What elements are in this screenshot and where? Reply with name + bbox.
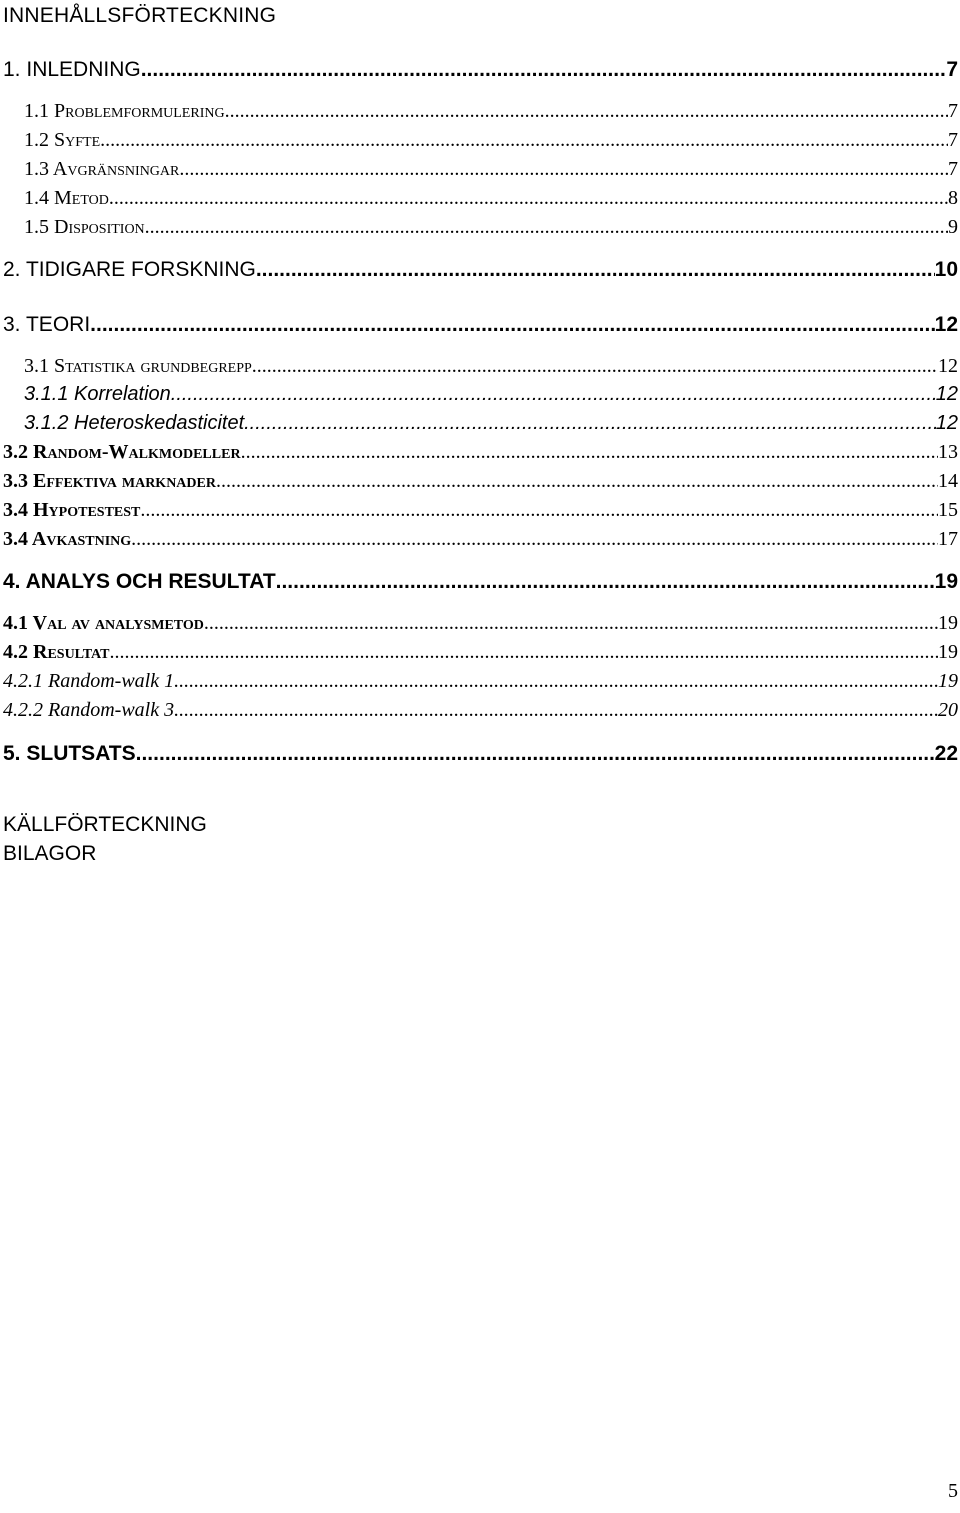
toc-entry-title: 3.3 Effektiva marknader <box>3 470 216 492</box>
toc-entry-title: 3.4 Avkastning <box>3 528 132 550</box>
toc-heading: INNEHÅLLSFÖRTECKNING <box>3 4 277 27</box>
dot-leader <box>100 129 948 152</box>
toc-entry-random-walk-1[interactable] <box>3 670 958 693</box>
toc-entry-page: 7 <box>948 129 958 151</box>
toc-entry-page: 19 <box>938 670 958 692</box>
toc-entry-heteroskedasticitet[interactable] <box>24 412 958 435</box>
toc-entry-page: 12 <box>935 412 958 434</box>
kallforteckning-heading: KÄLLFÖRTECKNING <box>3 813 207 836</box>
toc-entry-page: 7 <box>948 100 958 122</box>
toc-entry-title: 3.4 Hypotestest <box>3 499 141 521</box>
toc-entry-title: 1.2 Syfte <box>24 129 101 151</box>
dot-leader <box>252 355 938 378</box>
toc-entry-title: 1.5 Disposition <box>24 216 145 238</box>
toc-entry-problemformulering[interactable] <box>24 100 958 123</box>
toc-entry-title: 1.3 Avgränsningar <box>24 158 180 180</box>
dot-leader <box>179 158 948 181</box>
toc-entry-title: 4.2 Resultat <box>3 641 110 663</box>
toc-entry-page: 7 <box>946 58 958 81</box>
toc-entry-syfte[interactable] <box>24 129 958 152</box>
toc-entry-title: 1.4 Metod <box>24 187 109 209</box>
toc-entry-title: 4.2.2 Random-walk 3 <box>3 699 175 721</box>
toc-entry-title: 4.2.1 Random-walk 1 <box>3 670 175 692</box>
toc-entry-title: 3. TEORI <box>3 313 91 336</box>
toc-entry-metod[interactable] <box>24 187 958 210</box>
dot-leader <box>145 216 948 239</box>
dot-leader <box>225 100 948 123</box>
toc-entry-page: 8 <box>948 187 958 209</box>
toc-entry-title: 3.1 Statistika grundbegrepp <box>24 355 252 377</box>
toc-entry-avkastning[interactable] <box>3 528 958 551</box>
dot-leader <box>171 383 936 406</box>
dot-leader <box>256 258 935 282</box>
toc-entry-random-walkmodeller[interactable] <box>3 441 958 464</box>
toc-entry-page: 15 <box>938 499 958 521</box>
dot-leader <box>109 187 948 210</box>
toc-entry-page: 12 <box>938 355 958 377</box>
toc-entry-title: 3.1.1 Korrelation <box>24 383 171 405</box>
toc-entry-korrelation[interactable] <box>24 383 958 406</box>
dot-leader <box>136 742 935 766</box>
toc-entry-val-av-analysmetod[interactable] <box>3 612 958 635</box>
toc-entry-title: 1.1 Problemformulering <box>24 100 225 122</box>
toc-entry-analys-och-resultat[interactable] <box>3 570 958 594</box>
toc-entry-title: 4.1 Val av analysmetod <box>3 612 204 634</box>
dot-leader <box>141 58 947 82</box>
toc-entry-page: 12 <box>934 313 958 336</box>
dot-leader <box>140 499 938 522</box>
toc-entry-title: 2. TIDIGARE FORSKNING <box>3 258 256 281</box>
bilagor-heading: BILAGOR <box>3 842 97 865</box>
dot-leader <box>90 313 934 337</box>
toc-entry-page: 12 <box>935 383 958 405</box>
toc-entry-page: 19 <box>938 612 958 634</box>
toc-entry-hypotestest[interactable] <box>3 499 958 522</box>
toc-entry-page: 7 <box>948 158 958 180</box>
dot-leader <box>174 699 938 722</box>
dot-leader <box>131 528 938 551</box>
toc-entry-random-walk-3[interactable] <box>3 699 958 722</box>
dot-leader <box>216 470 938 493</box>
toc-entry-title: 3.2 Random-Walkmodeller <box>3 441 241 463</box>
toc-entry-avgransningar[interactable] <box>24 158 958 181</box>
toc-entry-page: 10 <box>934 258 958 281</box>
toc-entry-inledning[interactable] <box>3 58 958 82</box>
toc-entry-page: 13 <box>938 441 958 463</box>
toc-entry-page: 20 <box>938 699 958 721</box>
toc-entry-statistika-grundbegrepp[interactable] <box>24 355 958 378</box>
toc-entry-page: 9 <box>948 216 958 238</box>
toc-entry-tidigare-forskning[interactable] <box>3 258 958 282</box>
page-number: 5 <box>948 1480 958 1502</box>
dot-leader <box>109 641 938 664</box>
dot-leader <box>241 441 938 464</box>
toc-entry-slutsats[interactable] <box>3 742 958 766</box>
toc-entry-page: 19 <box>938 641 958 663</box>
dot-leader <box>204 612 938 635</box>
toc-entry-resultat[interactable] <box>3 641 958 664</box>
toc-entry-page: 19 <box>934 570 958 593</box>
toc-entry-teori[interactable] <box>3 313 958 337</box>
toc-entry-page: 22 <box>934 742 958 765</box>
dot-leader <box>174 670 938 693</box>
toc-entry-disposition[interactable] <box>24 216 958 239</box>
toc-entry-title: 5. SLUTSATS <box>3 742 136 765</box>
toc-entry-title: 3.1.2 Heteroskedasticitet <box>24 412 245 434</box>
toc-entry-page: 17 <box>938 528 958 550</box>
toc-entry-effektiva-marknader[interactable] <box>3 470 958 493</box>
toc-entry-page: 14 <box>938 470 958 492</box>
dot-leader <box>276 570 935 594</box>
toc-entry-title: 4. ANALYS OCH RESULTAT <box>3 570 276 593</box>
toc-entry-title: 1. INLEDNING <box>3 58 141 81</box>
dot-leader <box>244 412 936 435</box>
